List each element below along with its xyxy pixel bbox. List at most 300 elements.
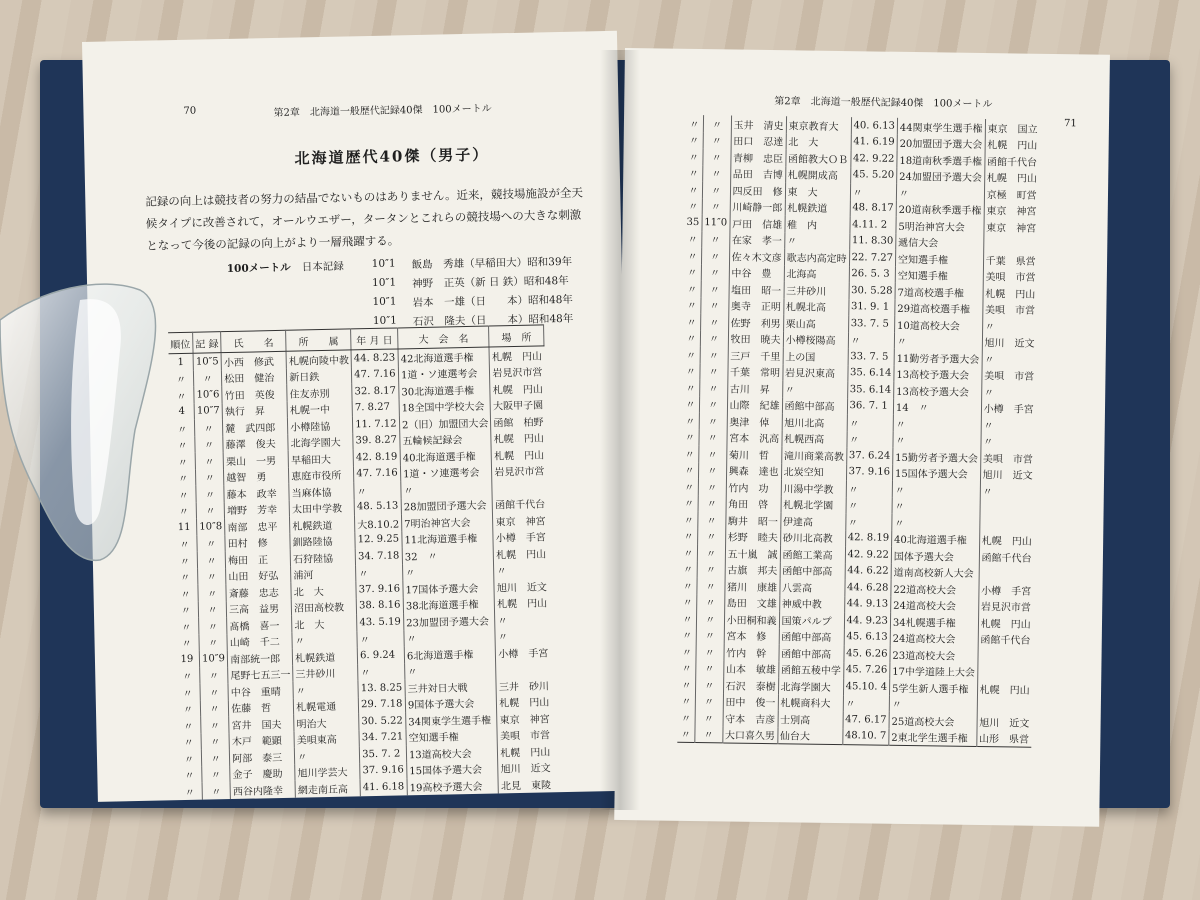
table-cell: 道南高校新人大会 [891, 563, 979, 581]
table-cell: 仙台大 [777, 727, 842, 745]
table-cell: 48.10. 7 [842, 728, 889, 746]
table-cell: 〃 [177, 750, 202, 767]
table-cell: 札幌 円山 [496, 549, 547, 562]
table-cell: 三高 益男 [226, 599, 291, 617]
table-cell: 〃 [702, 181, 730, 198]
table-cell: 尾野七五三一 [228, 665, 293, 683]
table-cell: 大口喜久男 [722, 726, 777, 744]
table-cell: 〃 [896, 184, 984, 202]
table-cell: 37. 9.16 [360, 762, 407, 779]
table-cell: 〃 [357, 630, 404, 647]
table-cell: 4.11. 2 [850, 216, 897, 233]
table-cell: 〃 [680, 544, 697, 561]
table-cell: 浦河 [291, 565, 356, 583]
record-holder: 飯島 秀雄（早稲田大）昭和39年 [411, 255, 573, 272]
table-cell: 増野 芳幸 [224, 500, 289, 518]
table-cell: 〃 [358, 663, 405, 680]
table-cell: 木戸 範顕 [229, 731, 294, 749]
table-cell: 旭川 近文 [496, 582, 548, 595]
table-cell: 〃 [200, 667, 229, 684]
table-cell: 札幌 円山 [493, 433, 544, 446]
table-cell: 旭川 近文 [979, 717, 1030, 730]
column-header: 場 所 [489, 325, 544, 347]
table-cell: 田口 忍達 [731, 132, 786, 149]
table-cell: 11″0 [702, 214, 730, 231]
table-cell: 〃 [701, 231, 729, 248]
table-cell: 美唄 市営 [985, 272, 1036, 285]
table-cell: 早稲田大 [288, 449, 353, 467]
table-cell: 34関東学生選手権 [406, 710, 498, 728]
record-holder: 神野 正英（新 日 鉄）昭和48年 [412, 274, 569, 291]
table-cell: 小樽 手宮 [498, 648, 549, 661]
table-cell: 20道南秋季選手権 [896, 200, 984, 218]
table-cell: 旭川 近文 [984, 338, 1035, 350]
table-cell: 〃 [700, 363, 728, 380]
table-cell: 北見 東陵 [500, 780, 552, 793]
table-cell: 函館千代台 [495, 499, 546, 512]
table-cell: 1道・ソ連選考会 [398, 364, 490, 382]
table-cell: 〃 [171, 486, 196, 503]
table-cell: 32. 8.17 [352, 382, 399, 399]
table-cell: 〃 [195, 452, 224, 469]
table-cell: 〃 [171, 469, 196, 486]
table-cell: 10″6 [194, 386, 223, 403]
table-cell: 〃 [199, 634, 228, 651]
table-cell: 34札幌選手権 [890, 613, 978, 631]
table-cell: 〃 [198, 568, 227, 585]
table-cell: 〃 [678, 676, 695, 693]
section-title: 北海道歴代40傑（男子） [294, 145, 490, 168]
table-cell: 9国体予選大会 [405, 694, 497, 712]
table-cell: 小樽陸協 [288, 416, 353, 434]
record-time: 10″1 [371, 276, 397, 289]
table-cell: 竹内 功 [726, 478, 781, 495]
table-cell: 旭川学芸大 [295, 763, 360, 781]
record-holder: 岩本 一雄（日 本）昭和48年 [412, 293, 574, 310]
table-cell: 5学生新人選手権 [889, 679, 977, 697]
table-cell: 小西 修武 [221, 351, 286, 369]
left-page-number: 70 [183, 105, 197, 117]
table-cell: 〃 [983, 420, 994, 432]
table-cell: 在家 孝一 [729, 231, 784, 248]
table-cell: 東京 国立 [987, 123, 1038, 136]
table-cell: 戸田 信雄 [730, 214, 785, 231]
table-cell: 〃 [695, 726, 723, 743]
table-cell: 〃 [680, 560, 697, 577]
table-cell: 東京 神宮 [499, 714, 550, 727]
table-cell: 〃 [983, 437, 994, 449]
table-cell: 35. 6.14 [847, 381, 894, 398]
table-cell: 35. 7. 2 [359, 745, 406, 762]
table-cell: 〃 [892, 481, 980, 499]
table-cell: 30. 5.28 [849, 282, 896, 299]
table-cell: 美唄 市営 [499, 730, 551, 743]
table-cell: 梅田 正 [225, 550, 290, 568]
table-cell: 菊川 哲 [726, 445, 781, 462]
table-cell: 〃 [198, 601, 227, 618]
table-cell: 旭川 近文 [982, 470, 1033, 482]
table-cell: 41. 6.19 [851, 134, 898, 151]
table-cell: 〃 [698, 445, 726, 462]
table-cell: 19 [175, 651, 200, 668]
table-cell: 〃 [699, 429, 727, 446]
table-cell: 五輪候記録会 [400, 430, 492, 448]
table-cell: 〃 [195, 436, 224, 453]
table-cell: 住友赤別 [287, 383, 352, 401]
table-cell: 空知選手権 [895, 250, 983, 268]
table-cell: 杉野 睦夫 [725, 528, 780, 545]
table-cell: 函館千代台 [987, 156, 1038, 169]
column-header: 大 会 名 [398, 326, 490, 349]
table-cell: 32 〃 [402, 545, 494, 563]
table-cell: 45. 5.20 [850, 167, 897, 184]
table-cell: 札幌開成高 [785, 166, 850, 183]
table-cell: 〃 [199, 617, 228, 634]
table-cell: 11. 7.12 [353, 415, 400, 432]
table-cell: 遞信大会 [896, 233, 984, 251]
table-cell: 国体予選大会 [891, 547, 979, 565]
table-cell: 45. 6.26 [844, 645, 891, 662]
table-cell: 〃 [401, 480, 493, 498]
table-cell: 麓 武四郎 [223, 418, 288, 436]
table-cell: 6. 9.24 [357, 646, 404, 663]
table-cell: 四反田 修 [730, 181, 785, 198]
table-cell: 〃 [695, 709, 723, 726]
table-cell: 〃 [175, 667, 200, 684]
table-cell: 髙橋 喜一 [227, 616, 292, 634]
table-cell: 八雲高 [779, 578, 844, 595]
table-cell: 18道南秋季選手権 [897, 151, 985, 169]
right-page [614, 48, 1110, 827]
table-cell: 〃 [982, 486, 993, 498]
table-cell: 三井砂川 [784, 281, 849, 298]
table-cell: 〃 [893, 431, 981, 449]
table-cell: 〃 [171, 453, 196, 470]
table-cell: 札幌商科大 [778, 694, 843, 711]
table-cell: 牧田 暁夫 [728, 330, 783, 347]
table-cell: 〃 [682, 412, 699, 429]
table-cell: 10″8 [197, 518, 226, 535]
table-cell: 〃 [682, 379, 699, 396]
table-cell: 〃 [684, 280, 701, 297]
table-cell [977, 696, 1032, 713]
table-cell: 〃 [200, 700, 229, 717]
table-cell: 滝川商業高教 [781, 446, 846, 463]
table-cell: 25道高校大会 [889, 712, 977, 730]
table-cell: 22. 7.27 [849, 249, 896, 266]
table-cell: 1道・ソ連選考会 [400, 463, 492, 481]
table-cell: 北海高 [784, 265, 849, 282]
table-cell: 44. 8.23 [351, 349, 398, 367]
table-cell: 〃 [702, 165, 730, 182]
table-cell: 〃 [703, 115, 731, 132]
table-cell: 札幌向陵中教 [286, 350, 351, 368]
table-cell: 〃 [683, 346, 700, 363]
table-cell: 士別高 [778, 710, 843, 727]
table-cell: 奥寺 正明 [728, 297, 783, 314]
table-cell: 〃 [686, 115, 703, 132]
table-cell: 7明治神宮大会 [401, 512, 493, 530]
table-cell: 新日鉄 [287, 367, 352, 385]
table-cell: 〃 [699, 396, 727, 413]
table-cell: 〃 [843, 695, 890, 712]
column-header: 年 月 日 [351, 328, 398, 350]
table-cell: 44. 6.22 [845, 563, 892, 580]
record-time: 10″1 [371, 257, 396, 270]
table-cell: 〃 [679, 577, 696, 594]
table-cell: 札幌 円山 [494, 450, 545, 463]
table-cell: 〃 [202, 766, 231, 783]
table-cell: 佐野 利男 [728, 313, 783, 330]
book-gutter-shadow [600, 50, 640, 810]
table-cell: 〃 [176, 700, 201, 717]
table-cell: 〃 [172, 535, 197, 552]
table-cell: 〃 [695, 660, 723, 677]
table-cell: 44. 6.28 [844, 579, 891, 596]
table-cell: 〃 [174, 634, 199, 651]
table-cell: 中谷 豊 [729, 264, 784, 281]
table-cell: 空知選手権 [895, 266, 983, 284]
table-cell: 42. 9.22 [850, 150, 897, 167]
table-cell: 小樽桜陽高 [783, 331, 848, 348]
table-cell: 南部 忠平 [225, 517, 290, 535]
table-cell: 37. 6.24 [846, 447, 893, 464]
table-cell: 古川 昇 [727, 379, 782, 396]
left-running-header: 第2章 北海道一般歴代記録40傑 100メートル [273, 103, 492, 120]
table-cell: 札幌鉄道 [290, 515, 355, 533]
table-cell: 〃 [354, 481, 401, 498]
table-cell: 〃 [850, 183, 897, 200]
table-cell [978, 647, 1033, 664]
table-cell: 12. 9.25 [355, 531, 402, 548]
table-cell: 47. 7.16 [352, 366, 399, 383]
record-time: 10″1 [372, 295, 397, 308]
right-running-header: 第2章 北海道一般歴代記録40傑 100メートル [774, 96, 993, 111]
table-cell: 〃 [892, 514, 980, 532]
table-cell: 砂川北高教 [780, 529, 845, 546]
table-cell: 竹内 幹 [724, 643, 779, 660]
table-cell: 北海学園大 [288, 433, 353, 451]
table-cell: 〃 [700, 346, 728, 363]
table-cell: 守本 吉彦 [723, 709, 778, 726]
table-cell: 11勤労者予選大会 [894, 349, 982, 367]
table-cell: 〃 [169, 370, 194, 387]
table-cell: 函館千代台 [980, 635, 1031, 647]
table-cell: 〃 [404, 628, 496, 646]
table-cell: 38. 8.16 [356, 597, 403, 614]
table-cell: 〃 [702, 198, 730, 215]
table-cell: 当麻体協 [289, 482, 354, 500]
table-cell: 〃 [497, 615, 508, 628]
table-cell: 〃 [170, 420, 195, 437]
right-page-number: 71 [1063, 118, 1077, 130]
table-cell [492, 478, 547, 496]
table-row [677, 725, 1031, 747]
table-cell: 36. 7. 1 [847, 398, 894, 415]
table-cell: 23加盟団予選大会 [404, 611, 496, 629]
table-cell: 〃 [703, 148, 731, 165]
table-cell: 西谷内隆幸 [230, 781, 295, 799]
table-cell: 北 大 [786, 133, 851, 150]
table-cell: 函館中部高 [782, 397, 847, 414]
table-cell: 2東北学生選手権 [889, 728, 977, 746]
table-cell: 〃 [682, 362, 699, 379]
table-cell: 岩見沢市営 [980, 602, 1031, 614]
table-cell: 札幌 円山 [499, 697, 550, 710]
table-cell: 〃 [173, 568, 198, 585]
table-cell: 岩見沢東高 [782, 364, 847, 381]
table-cell: 〃 [701, 297, 729, 314]
table-cell: 45.10. 4 [843, 678, 890, 695]
intro-paragraph: 記録の向上は競技者の努力の結晶でないものはありません。近来，競技場施設が全天候タイプに改善されて，オールウエザー，タータンとこれらの競技場への大きな刺激となって今後の記録の向上がより一層飛躍する。 [145, 185, 584, 253]
table-cell: 13道高校大会 [406, 743, 498, 761]
table-cell: 栗山 一男 [223, 451, 288, 469]
table-cell: 34. 7.21 [359, 729, 406, 746]
table-cell: 44関東学生選手権 [897, 118, 985, 136]
table-cell: 〃 [678, 692, 695, 709]
table-cell: 塩田 昭一 [729, 280, 784, 297]
table-cell: 三井対日大戦 [405, 677, 497, 695]
table-cell: 〃 [846, 497, 893, 514]
table-cell: 〃 [197, 551, 226, 568]
table-cell: 北 大 [292, 614, 357, 632]
table-cell: 〃 [703, 132, 731, 149]
table-cell: 〃 [677, 725, 694, 742]
table-cell: 48. 5.13 [354, 498, 401, 515]
table-cell: 5明治神宮大会 [896, 217, 984, 235]
table-cell: 〃 [293, 680, 358, 698]
table-cell: 札幌北高 [783, 298, 848, 315]
table-cell: 10″7 [194, 403, 223, 420]
table-cell: 10″5 [193, 353, 222, 371]
column-header: 順位 [168, 332, 193, 354]
table-cell: 〃 [201, 716, 230, 733]
table-cell: 山形 県営 [978, 734, 1030, 746]
table-cell: 東 大 [785, 182, 850, 199]
table-cell: 南部統一郎 [227, 649, 292, 667]
table-cell [979, 564, 1034, 581]
column-header: 氏 名 [221, 330, 286, 352]
table-cell: 〃 [698, 511, 726, 528]
table-cell: 旭川北高 [782, 413, 847, 430]
table-cell: 〃 [195, 469, 224, 486]
table-cell: 北 大 [291, 581, 356, 599]
table-cell [983, 235, 1038, 252]
table-cell: 〃 [295, 746, 360, 764]
table-cell: 函館教大ＯＢ [785, 149, 850, 166]
table-cell: 伊達高 [780, 512, 845, 529]
table-cell: 20加盟団予選大会 [897, 134, 985, 152]
table-cell: 1 [169, 353, 194, 371]
table-cell: 〃 [682, 395, 699, 412]
table-cell: 川崎静一郎 [730, 198, 785, 215]
table-cell: 〃 [685, 181, 702, 198]
table-cell: 東京教育大 [786, 116, 851, 133]
table-cell: 47. 6.17 [843, 711, 890, 728]
table-cell: 40. 6.13 [851, 117, 898, 134]
table-cell: 〃 [683, 313, 700, 330]
table-cell: 22道高校大会 [891, 580, 979, 598]
table-cell: 〃 [170, 436, 195, 453]
table-cell: 〃 [496, 566, 507, 578]
table-cell: 三戸 千里 [728, 346, 783, 363]
table-cell: 〃 [174, 618, 199, 635]
table-cell: 〃 [697, 577, 725, 594]
table-cell: 宮井 国夫 [229, 715, 294, 733]
table-cell: 〃 [178, 783, 203, 800]
table-cell: 〃 [172, 502, 197, 519]
table-cell: 〃 [894, 332, 982, 350]
table-cell: 山崎 千二 [227, 632, 292, 650]
table-cell: 五十嵐 誠 [725, 544, 780, 561]
table-cell: 美唄 市営 [984, 371, 1035, 383]
table-cell: 千葉 県営 [985, 255, 1036, 268]
table-cell: 佐々木文彦 [729, 247, 784, 264]
table-cell [979, 515, 1034, 532]
table-cell [980, 498, 1035, 515]
table-cell: 中谷 重晴 [228, 682, 293, 700]
table-cell: 三井砂川 [293, 664, 358, 682]
table-cell: 角田 啓 [726, 495, 781, 512]
table-cell: 上の国 [783, 347, 848, 364]
glass-paperweight [0, 260, 185, 570]
table-cell: 24加盟団予選大会 [897, 167, 985, 185]
table-cell: 札幌 円山 [492, 384, 543, 397]
table-cell: 玉井 清史 [731, 115, 786, 132]
table-cell: 駒井 昭一 [725, 511, 780, 528]
table-cell: 〃 [686, 131, 703, 148]
table-cell: 〃 [701, 264, 729, 281]
table-cell: 函館 柏野 [493, 417, 544, 430]
table-cell: 岩見沢市営 [494, 466, 545, 479]
table-cell: 宮本 汎高 [727, 429, 782, 446]
table-cell: 興森 達也 [726, 462, 781, 479]
table-cell: 釧路陸協 [290, 532, 355, 550]
table-cell: 稚 内 [785, 215, 850, 232]
table-cell: 〃 [983, 387, 994, 399]
table-cell: 〃 [403, 562, 495, 580]
table-cell: 43. 5.19 [357, 613, 404, 630]
table-cell: 〃 [696, 627, 724, 644]
table-cell: 2（旧）加盟団大会 [399, 414, 491, 432]
right-ranking-table [677, 115, 1039, 748]
table-cell: 川湯中学教 [781, 479, 846, 496]
table-cell: 札幌 円山 [979, 684, 1030, 697]
table-cell: 〃 [678, 643, 695, 660]
table-cell: 島田 文雄 [724, 594, 779, 611]
table-cell: 〃 [405, 661, 497, 679]
table-cell: 美唄東高 [294, 730, 359, 748]
table-cell: 33. 7. 5 [848, 348, 895, 365]
table-cell: 41. 6.18 [360, 778, 407, 795]
table-cell: 〃 [685, 148, 702, 165]
table-cell: 沼田高校教 [291, 598, 356, 616]
table-cell: 石狩陸協 [290, 548, 355, 566]
table-cell: 〃 [201, 733, 230, 750]
table-cell: 大阪甲子園 [492, 400, 544, 413]
table-cell: 〃 [984, 321, 995, 333]
column-header: 所 属 [286, 329, 351, 351]
table-cell: 札幌電通 [293, 697, 358, 715]
table-cell: 〃 [169, 387, 194, 404]
table-cell: 38北海道選手権 [403, 595, 495, 613]
table-cell: 札幌鉄道 [292, 647, 357, 665]
table-cell: 佐藤 哲 [228, 698, 293, 716]
table-cell: 〃 [697, 544, 725, 561]
table-cell: 松田 健治 [222, 368, 287, 386]
table-cell: 〃 [198, 584, 227, 601]
table-cell: 函館千代台 [981, 552, 1032, 565]
